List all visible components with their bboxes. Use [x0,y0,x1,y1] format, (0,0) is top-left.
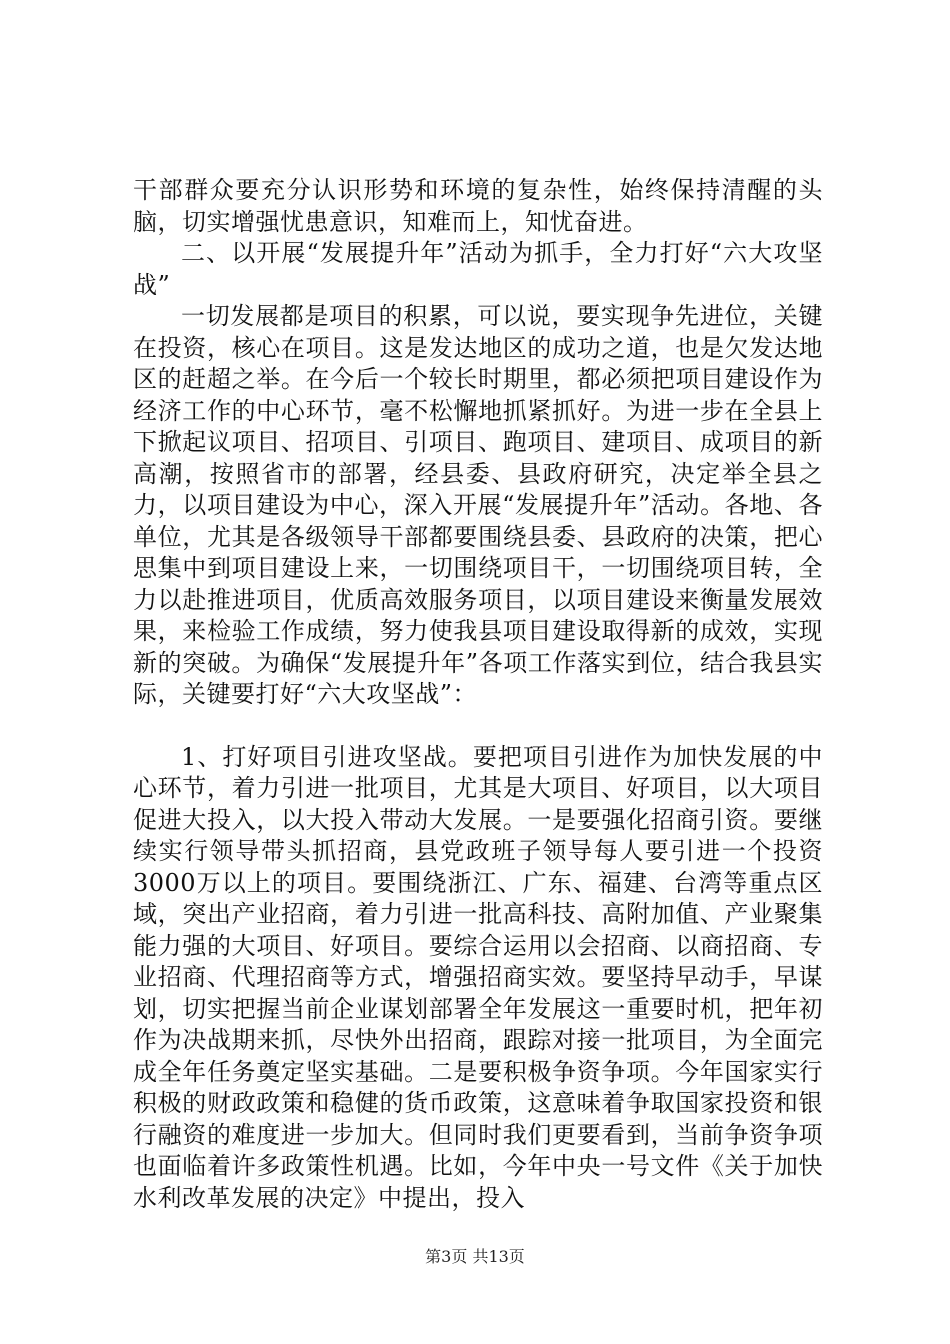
paragraph-continuation: 干部群众要充分认识形势和环境的复杂性，始终保持清醒的头脑，切实增强忧患意识，知难而上，知忧奋进。 [133,176,823,236]
section-heading: 二、以开展“发展提升年”活动为抓手，全力打好“六大攻坚战” [133,239,823,299]
page-number: 第3页 共13页 [425,1247,525,1266]
paragraph-item-1: 1、打好项目引进攻坚战。要把项目引进作为加快发展的中心环节，着力引进一批项目，尤其是大项目、好项目，以大项目促进大投入，以大投入带动大发展。一是要强化招商引资。要继续实行领导带头抓招商，县党政班子领导每人要引进一个投资3000万以上的项目。要围绕浙江、广东、福建、台湾等重点区域，突出产业招商，着力引进一批高科技、高附加值、产业聚集能力强的大项目、好项目。要综合运用以会招商、以商招商、专业招商、代理招商等方式，增强招商实效。要坚持早动手，早谋划，切实把握当前企业谋划部署全年发展这一重要时机，把年初作为决战期来抓，尽快外出招商，跟踪对接一批项目，为全面完成全年任务奠定坚实基础。二是要积极争资争项。今年国家实行积极的财政政策和稳健的货币政策，这意味着争取国家投资和银行融资的难度进一步加大。但同时我们更要看到，当前争资争项也面临着许多政策性机遇。比如，今年中央一号文件《关于加快水利改革发展的决定》中提出，投入 [133,742,823,1212]
paragraph-projects-intro: 一切发展都是项目的积累，可以说，要实现争先进位，关键在投资，核心在项目。这是发达地区的成功之道，也是欠发达地区的赶超之举。在今后一个较长时期里，都必须把项目建设作为经济工作的中心环节，毫不松懈地抓紧抓好。为进一步在全县上下掀起议项目、招项目、引项目、跑项目、建项目、成项目的新高潮，按照省市的部署，经县委、县政府研究，决定举全县之力，以项目建设为中心，深入开展“发展提升年”活动。各地、各单位，尤其是各级领导干部都要围绕县委、县政府的决策，把心思集中到项目建设上来，一切围绕项目干，一切围绕项目转，全力以赴推进项目，优质高效服务项目，以项目建设来衡量发展效果，来检验工作成绩，努力使我县项目建设取得新的成效，实现新的突破。为确保“发展提升年”各项工作落实到位，结合我县实际，关键要打好“六大攻坚战”： [133,302,823,708]
document-body [133,175,823,1214]
